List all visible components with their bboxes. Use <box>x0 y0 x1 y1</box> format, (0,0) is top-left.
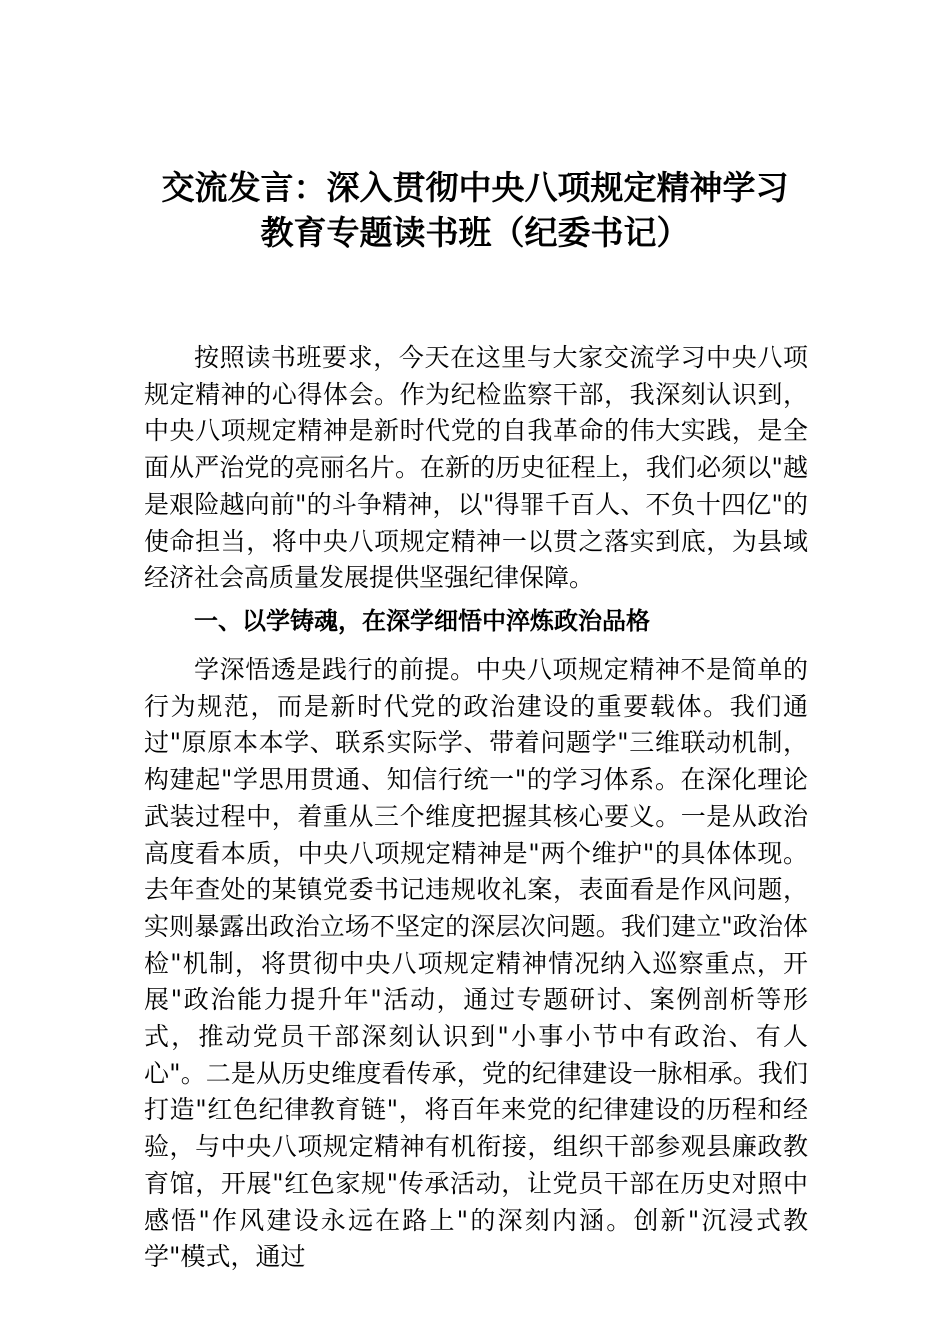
intro-paragraph: 按照读书班要求，今天在这里与大家交流学习中央八项规定精神的心得体会。作为纪检监察干部，我深刻认识到，中央八项规定精神是新时代党的自我革命的伟大实践，是全面从严治党的亮丽名片。在新的历史征程上，我们必须以"越是艰险越向前"的斗争精神，以"得罪千百人、不负十四亿"的使命担当，将中央八项规定精神一以贯之落实到底，为县域经济社会高质量发展提供坚强纪律保障。 <box>144 343 808 593</box>
section-1-paragraph: 学深悟透是践行的前提。中央八项规定精神不是简单的行为规范，而是新时代党的政治建设的重要载体。我们通过"原原本本学、联系实际学、带着问题学"三维联动机制，构建起"学思用贯通、知信行统一"的学习体系。在深化理论武装过程中，着重从三个维度把握其核心要义。一是从政治高度看本质，中央八项规定精神是"两个维护"的具体体现。去年查处的某镇党委书记违规收礼案，表面看是作风问题，实则暴露出政治立场不坚定的深层次问题。我们建立"政治体检"机制，将贯彻中央八项规定精神情况纳入巡察重点，开展"政治能力提升年"活动，通过专题研讨、案例剖析等形式，推动党员干部深刻认识到"小事小节中有政治、有人心"。二是从历史维度看传承，党的纪律建设一脉相承。我们打造"红色纪律教育链"，将百年来党的纪律建设的历程和经验，与中央八项规定精神有机衔接，组织干部参观县廉政教育馆，开展"红色家规"传承活动，让党员干部在历史对照中感悟"作风建设永远在路上"的深刻内涵。创新"沉浸式教学"模式，通过 <box>144 655 808 1272</box>
section-heading-1: 一、以学铸魂，在深学细悟中淬炼政治品格 <box>194 607 650 635</box>
document-title-line-1: 交流发言：深入贯彻中央八项规定精神学习 <box>161 168 789 207</box>
document-title-line-2: 教育专题读书班（纪委书记） <box>260 213 690 252</box>
